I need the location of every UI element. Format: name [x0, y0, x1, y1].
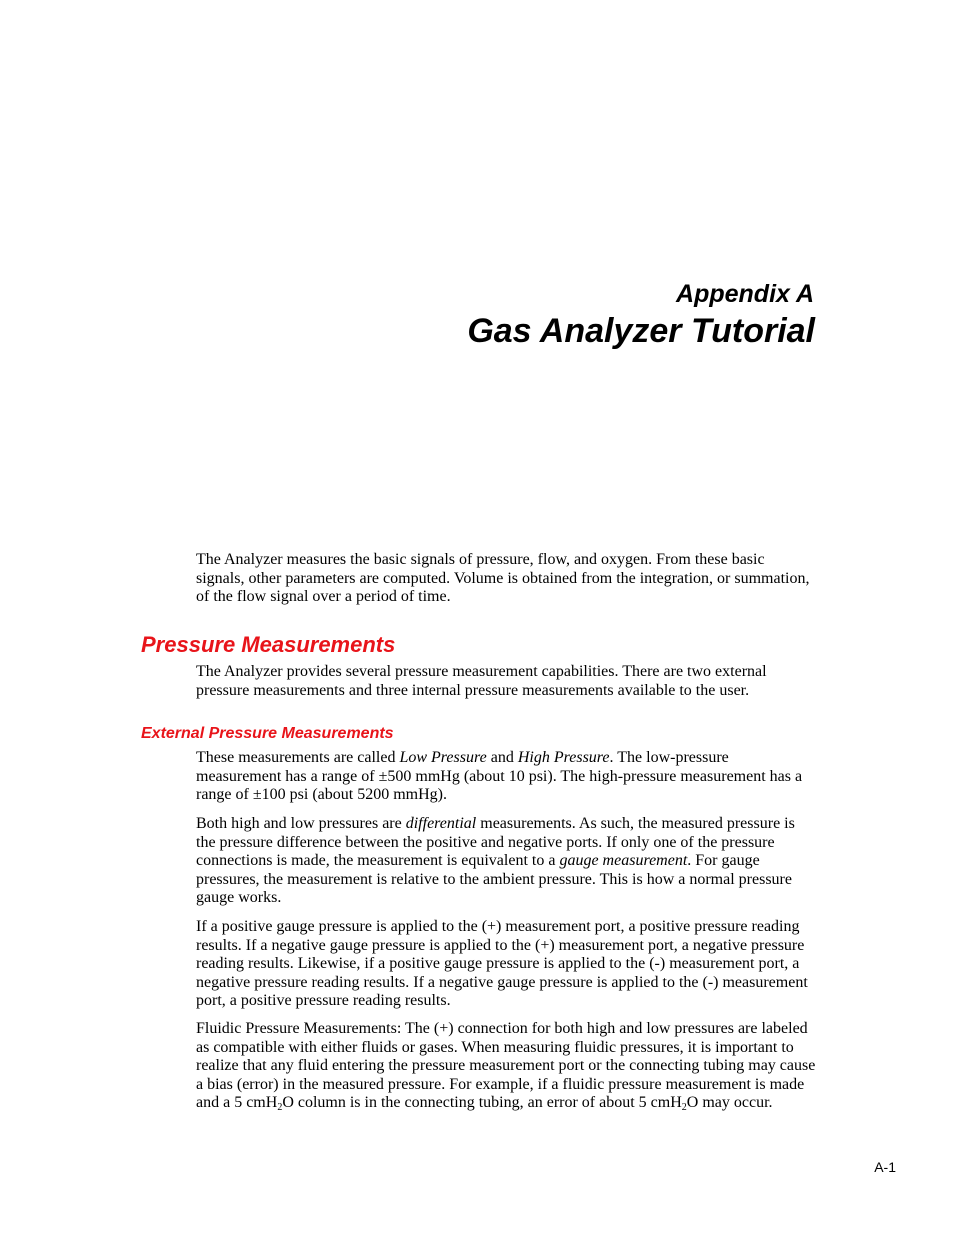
text-run: Both high and low pressures are	[196, 815, 406, 832]
chapter-title: Gas Analyzer Tutorial	[467, 312, 815, 350]
section-heading-pressure: Pressure Measurements	[141, 632, 396, 657]
pressure-intro-paragraph: The Analyzer provides several pressure measurement capabilities. There are two external pressure measurements and three internal pressure measurements available to the user.	[196, 663, 767, 699]
paragraph-fluidic	[196, 1020, 816, 1113]
subsection-heading-external: External Pressure Measurements	[141, 725, 394, 742]
term-gauge-measurement: gauge measurement	[559, 852, 688, 870]
term-differential: differential	[405, 815, 477, 832]
subscript: 2	[277, 1102, 283, 1114]
text-run: O may occur.	[686, 1094, 773, 1112]
text-run: and	[486, 749, 518, 766]
text-run: These measurements are called	[196, 749, 400, 766]
intro-paragraph: The Analyzer measures the basic signals of pressure, flow, and oxygen. From these basic signals, other parameters are computed. Volume is obtained from the integration, or summation, of the flow signal over a period of time.	[196, 551, 810, 606]
term-low-pressure: Low Pressure	[399, 749, 487, 766]
text-run: measurements. As such, the measured pressure is the pressure difference between the positive and negative ports. If only one of the pressure connections is made, the measurement is equivalent to a	[196, 815, 795, 870]
text-run: . The low-pressure measurement has a range of ±500 mmHg (about 10 psi). The high-pressure measurement has a range of ±100 psi (about 5200 mmHg).	[196, 749, 803, 804]
term-high-pressure: High Pressure	[517, 749, 610, 766]
text-run: O column is in the connecting tubing, an error of about 5 cmH	[282, 1094, 682, 1112]
paragraph-pressure-names	[196, 749, 816, 805]
page-number: A-1	[874, 1159, 896, 1175]
paragraph-port-polarity: If a positive gauge pressure is applied to the (+) measurement port, a positive pressure reading results. If a negative gauge pressure is applied to the (+) measurement port, a negative pressure reading results. Likewise, if a positive gauge pressure is applied to the (-) measurement port, a negative pressure reading results. If a negative gauge pressure is applied to the (-) measurement port, a positive pressure reading results.	[196, 918, 808, 1010]
text-run: Fluidic Pressure Measurements: The (+) connection for both high and low pressures are labeled as compatible with either fluids or gases. When measuring fluidic pressures, it is important to realize that any fluid entering the pressure measurement port or the connecting tubing may cause a bias (error) in the measured pressure. For example, if a fluidic pressure measurement is made and a 5 cmH	[196, 1020, 816, 1112]
text-run: . For gauge pressures, the measurement is relative to the ambient pressure. This is how a normal pressure gauge works.	[196, 852, 792, 907]
appendix-label: Appendix A	[676, 280, 814, 308]
subscript: 2	[681, 1102, 687, 1114]
paragraph-differential	[196, 815, 816, 908]
